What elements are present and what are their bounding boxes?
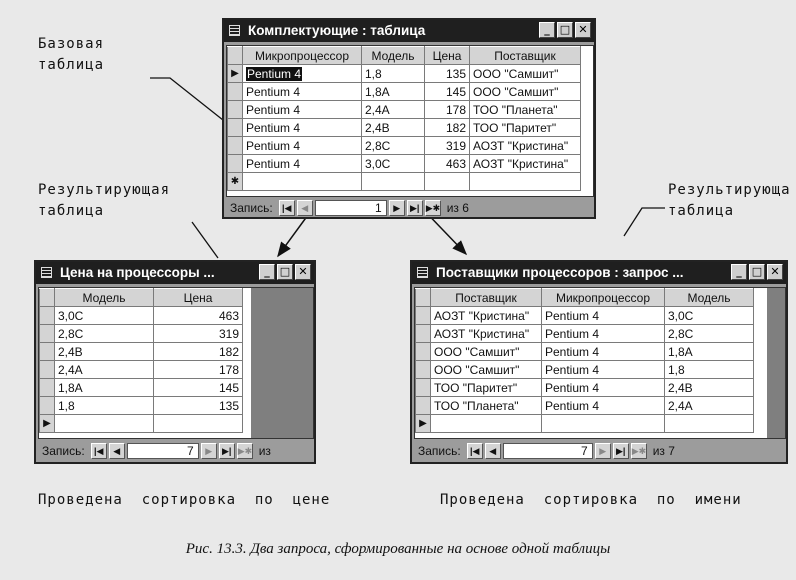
table-cell[interactable]: 2,4A	[362, 101, 425, 119]
label-sorted-by-price: Проведена сортировка по цене	[38, 492, 331, 508]
table-cell[interactable]: Pentium 4	[243, 83, 362, 101]
table-cell[interactable]: 1,8	[665, 361, 754, 379]
row-pointer-icon[interactable]: ▶	[228, 65, 243, 83]
table-cell[interactable]	[154, 415, 243, 433]
leader-result-right	[624, 208, 665, 236]
table-cell[interactable]	[470, 173, 581, 191]
table-row[interactable]	[40, 379, 243, 397]
column-header[interactable]: Цена	[425, 47, 470, 65]
table-icon[interactable]	[229, 25, 240, 36]
close-icon[interactable]: ✕	[575, 22, 591, 38]
row-selector[interactable]	[416, 361, 431, 379]
close-icon[interactable]: ✕	[295, 264, 311, 280]
table-cell[interactable]: ООО "Самшит"	[431, 361, 542, 379]
row-selector[interactable]	[40, 343, 55, 361]
table-cell[interactable]	[362, 173, 425, 191]
window-title: Комплектующие : таблица	[248, 23, 426, 38]
prev-record-icon[interactable]: ◀	[297, 200, 313, 216]
table-cell[interactable]: 182	[425, 119, 470, 137]
prev-record-icon[interactable]: ◀	[109, 443, 125, 459]
table-cell[interactable]: Pentium 4	[542, 343, 665, 361]
table-icon[interactable]	[417, 267, 428, 278]
table-row[interactable]	[228, 101, 581, 119]
table-cell[interactable]: 2,4B	[665, 379, 754, 397]
table-cell[interactable]: Pentium 4	[542, 379, 665, 397]
window-price-query[interactable]	[34, 260, 316, 464]
column-header[interactable]: Цена	[154, 289, 243, 307]
table-cell[interactable]: АОЗТ "Кристина"	[431, 325, 542, 343]
table-cell[interactable]: АОЗТ "Кристина"	[431, 307, 542, 325]
last-record-icon[interactable]: ▶|	[613, 443, 629, 459]
record-number-field[interactable]: 7	[503, 443, 593, 459]
row-selector[interactable]	[40, 325, 55, 343]
column-header[interactable]: Поставщик	[470, 47, 581, 65]
record-total: из	[258, 444, 271, 458]
minimize-icon[interactable]: _	[731, 264, 747, 280]
column-header[interactable]: Модель	[665, 289, 754, 307]
table-cell[interactable]: 3,0C	[665, 307, 754, 325]
table-row[interactable]	[228, 65, 581, 83]
first-record-icon[interactable]: |◀	[91, 443, 107, 459]
table-cell[interactable]: 319	[154, 325, 243, 343]
empty-grid-area	[251, 288, 313, 438]
row-selector[interactable]	[40, 379, 55, 397]
datasheet-grid[interactable]	[226, 45, 594, 197]
first-record-icon[interactable]: |◀	[467, 443, 483, 459]
table-cell[interactable]	[243, 173, 362, 191]
table-cell[interactable]: 463	[425, 155, 470, 173]
next-record-icon[interactable]: ▶	[389, 200, 405, 216]
record-navigator	[226, 197, 469, 219]
table-cell[interactable]: 182	[154, 343, 243, 361]
row-selector[interactable]	[416, 307, 431, 325]
table-row[interactable]	[416, 379, 754, 397]
table-row[interactable]	[40, 397, 243, 415]
datasheet-grid[interactable]	[414, 287, 786, 439]
table-cell[interactable]: Pentium 4	[542, 325, 665, 343]
row-selector[interactable]	[416, 379, 431, 397]
next-record-icon[interactable]: ▶	[201, 443, 217, 459]
table-cell[interactable]: 2,8C	[55, 325, 154, 343]
table-cell[interactable]: Pentium 4	[243, 65, 362, 83]
row-selector[interactable]	[416, 343, 431, 361]
maximize-icon[interactable]: □	[749, 264, 765, 280]
table-cell[interactable]: Pentium 4	[542, 307, 665, 325]
table-cell[interactable]: 2,8C	[665, 325, 754, 343]
row-pointer-icon[interactable]: ▶	[40, 415, 55, 433]
table-cell[interactable]: Pentium 4	[542, 397, 665, 415]
window-title-bar[interactable]	[224, 20, 594, 42]
record-label: Запись:	[42, 444, 85, 458]
column-header[interactable]: Модель	[55, 289, 154, 307]
table-cell[interactable]: 2,4B	[362, 119, 425, 137]
table-icon[interactable]	[41, 267, 52, 278]
table-row[interactable]	[40, 343, 243, 361]
table-cell[interactable]: ООО "Самшит"	[470, 83, 581, 101]
table-row[interactable]	[416, 307, 754, 325]
next-record-icon[interactable]: ▶	[595, 443, 611, 459]
table-cell[interactable]: Pentium 4	[243, 155, 362, 173]
record-label: Запись:	[418, 444, 461, 458]
select-all-corner[interactable]	[416, 289, 431, 307]
row-selector[interactable]	[228, 83, 243, 101]
maximize-icon[interactable]: □	[277, 264, 293, 280]
record-total: из 7	[652, 444, 675, 458]
table-row[interactable]	[40, 325, 243, 343]
window-supplier-query[interactable]	[410, 260, 788, 464]
window-title-bar[interactable]	[36, 262, 314, 284]
table-cell[interactable]: 3,0C	[362, 155, 425, 173]
select-all-corner[interactable]	[40, 289, 55, 307]
first-record-icon[interactable]: |◀	[279, 200, 295, 216]
record-number-field[interactable]: 7	[127, 443, 199, 459]
table-cell[interactable]: 135	[425, 65, 470, 83]
table-cell[interactable]: 145	[154, 379, 243, 397]
minimize-icon[interactable]: _	[259, 264, 275, 280]
header-row	[40, 289, 243, 307]
record-navigator	[414, 440, 675, 462]
new-row-star-icon[interactable]: ✱	[228, 173, 243, 191]
table-cell[interactable]: 145	[425, 83, 470, 101]
record-navigator	[38, 440, 271, 462]
table-cell[interactable]: 1,8A	[55, 379, 154, 397]
row-selector[interactable]	[40, 361, 55, 379]
window-components-table[interactable]	[222, 18, 596, 219]
table-cell[interactable]: 1,8A	[362, 83, 425, 101]
close-icon[interactable]: ✕	[767, 264, 783, 280]
table-cell[interactable]: 2,8C	[362, 137, 425, 155]
row-selector[interactable]	[40, 397, 55, 415]
row-selector[interactable]	[416, 325, 431, 343]
table-cell[interactable]: 135	[154, 397, 243, 415]
table-row[interactable]	[416, 397, 754, 415]
table-cell[interactable]: ТОО "Планета"	[431, 397, 542, 415]
header-row	[416, 289, 754, 307]
table-row[interactable]	[40, 307, 243, 325]
table-cell[interactable]: 319	[425, 137, 470, 155]
new-record-icon[interactable]: ▶✱	[631, 443, 647, 459]
table-cell[interactable]: Pentium 4	[243, 137, 362, 155]
empty-grid-area	[767, 288, 785, 438]
table-row[interactable]	[40, 361, 243, 379]
table-cell[interactable]: 1,8	[362, 65, 425, 83]
table-cell[interactable]	[542, 415, 665, 433]
table-cell[interactable]	[431, 415, 542, 433]
row-selector[interactable]	[228, 137, 243, 155]
table-cell[interactable]: ТОО "Паритет"	[431, 379, 542, 397]
header-row	[228, 47, 581, 65]
column-header[interactable]: Микропроцессор	[542, 289, 665, 307]
maximize-icon[interactable]: □	[557, 22, 573, 38]
window-title: Поставщики процессоров : запрос ...	[436, 265, 684, 280]
table-cell[interactable]	[425, 173, 470, 191]
table-cell[interactable]: 1,8	[55, 397, 154, 415]
new-record-row[interactable]	[416, 415, 754, 433]
table-cell[interactable]: 178	[425, 101, 470, 119]
leader-base-table	[150, 78, 228, 124]
table-cell[interactable]: 463	[154, 307, 243, 325]
column-header[interactable]: Модель	[362, 47, 425, 65]
table-row[interactable]	[228, 155, 581, 173]
table-cell[interactable]: ТОО "Паритет"	[470, 119, 581, 137]
row-selector[interactable]	[228, 101, 243, 119]
table-row[interactable]	[416, 325, 754, 343]
table-cell[interactable]: ООО "Самшит"	[431, 343, 542, 361]
record-label: Запись:	[230, 201, 273, 215]
table-row[interactable]	[228, 83, 581, 101]
row-pointer-icon[interactable]: ▶	[416, 415, 431, 433]
table-cell[interactable]: Pentium 4	[243, 119, 362, 137]
new-record-row[interactable]	[40, 415, 243, 433]
table-cell[interactable]: 2,4B	[55, 343, 154, 361]
last-record-icon[interactable]: ▶|	[219, 443, 235, 459]
row-selector[interactable]	[40, 307, 55, 325]
datasheet-grid[interactable]	[38, 287, 314, 439]
new-record-icon[interactable]: ▶✱	[237, 443, 253, 459]
window-title-bar[interactable]	[412, 262, 786, 284]
record-total: из 6	[446, 201, 469, 215]
row-selector[interactable]	[228, 119, 243, 137]
leader-result-left	[192, 222, 218, 258]
column-header[interactable]: Поставщик	[431, 289, 542, 307]
table-cell[interactable]	[55, 415, 154, 433]
new-record-row[interactable]	[228, 173, 581, 191]
new-record-icon[interactable]: ▶✱	[425, 200, 441, 216]
prev-record-icon[interactable]: ◀	[485, 443, 501, 459]
table-cell[interactable]: 2,4A	[665, 397, 754, 415]
table-row[interactable]	[228, 119, 581, 137]
figure-caption: Рис. 13.3. Два запроса, сформированные на основе одной таблицы	[185, 541, 611, 557]
table-row[interactable]	[416, 361, 754, 379]
table-cell[interactable]: Pentium 4	[243, 101, 362, 119]
table-cell[interactable]: АОЗТ "Кристина"	[470, 137, 581, 155]
table-cell[interactable]: ООО "Самшит"	[470, 65, 581, 83]
table-cell[interactable]: 1,8A	[665, 343, 754, 361]
label-sorted-by-name: Проведена сортировка по имени	[440, 492, 742, 508]
table-cell[interactable]: ТОО "Планета"	[470, 101, 581, 119]
window-title: Цена на процессоры ...	[60, 265, 215, 280]
last-record-icon[interactable]: ▶|	[407, 200, 423, 216]
label-base-table: Базовая таблица	[38, 36, 105, 73]
label-result-table-left: Результирующая таблица	[38, 182, 171, 219]
select-all-corner[interactable]	[228, 47, 243, 65]
row-selector[interactable]	[228, 155, 243, 173]
table-row[interactable]	[416, 343, 754, 361]
table-row[interactable]	[228, 137, 581, 155]
label-result-table-right: Результирующа таблица	[668, 182, 791, 219]
table-cell[interactable]: Pentium 4	[542, 361, 665, 379]
table-cell[interactable]: 2,4A	[55, 361, 154, 379]
row-selector[interactable]	[416, 397, 431, 415]
record-number-field[interactable]: 1	[315, 200, 387, 216]
table-cell[interactable]: 178	[154, 361, 243, 379]
table-cell[interactable]: 3,0C	[55, 307, 154, 325]
column-header[interactable]: Микропроцессор	[243, 47, 362, 65]
table-cell[interactable]: АОЗТ "Кристина"	[470, 155, 581, 173]
minimize-icon[interactable]: _	[539, 22, 555, 38]
table-cell[interactable]	[665, 415, 754, 433]
